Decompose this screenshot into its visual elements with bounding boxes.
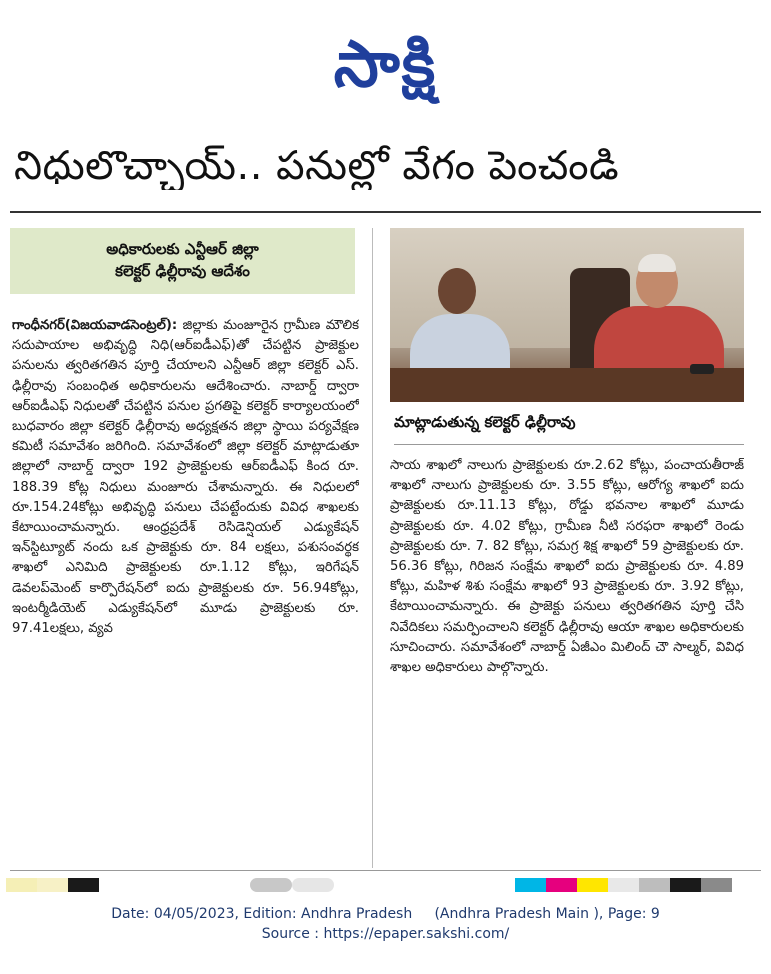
body-left-text: జిల్లాకు మంజూరైన గ్రామీణ మౌలిక సదుపాయాల అభివృద్ధి నిధి(ఆర్‌ఐడీఎఫ్‌)తో చేపట్టిన ప్రాజెక్టుల పనులను త్వరితగతిన పూర్తి చేయాలని ఎన్టీఆర్‌ జిల్లా కలెక్టర్‌ ఎస్‌. ఢిల్లీరావు సంబంధిత అధికారులను ఆదేశించారు. నాబార్డ్‌ ద్వారా ఆర్‌ఐడీఎఫ్‌ నిధులతో చేపట్టిన పనుల ప్రగతిపై కలెక్టర్‌ కార్యాలయంలో బుధవారం జిల్లా కలెక్టర్‌ ఢిల్లీరావు అధ్యక్షతన జిల్లా స్థాయి పర్యవేక్షణ కమిటీ సమావేశం జరిగింది. సమావేశంలో జిల్లా కలెక్టర్‌ మాట్లాడుతూ జిల్లాలో నాబార్డ్‌ ద్వారా 192 ప్రాజెక్టులకు ఆర్‌ఐడీఎఫ్‌ కింద రూ. 188.39 కోట్ల నిధులు మంజూరు చేశామన్నారు. ఈ నిధులలో రూ.154.24కోట్లు అభివృద్ధి పనులు చేపట్టేందుకు వివిధ శాఖలకు కేటాయించామన్నారు. ఆంధ్రప్రదేశ్‌ రెసిడెన్షియల్‌ ఎడ్యుకేషన్‌ ఇన్‌స్టిట్యూట్‌ నందు ఒక ప్రాజెక్టుకు రూ. 84 లక్షలు, పశుసంవర్థక శాఖలో ఎనిమిది ప్రాజెక్టులకు రూ.1.12 కోట్లు, ఇరిగేషన్‌ డెవలప్‌మెంట్‌ కార్పొరేషన్‌లో ఐదు ప్రాజెక్టులకు రూ. 56.94కోట్లు, ఇంటర్మీడియెట్‌ ఎడ్యుకేషన్‌లో మూడు ప్రాజెక్టులకు రూ. 97.41లక్షలు, వ్యవ	[12, 318, 359, 637]
masthead	[0, 0, 771, 130]
headline-divider	[10, 211, 761, 213]
article-headline: నిధులొచ్చాయ్‌.. పనుల్లో వేగం పెంచండి	[14, 143, 620, 189]
subhead-line-2: కలెక్టర్‌ ఢిల్లీరావు ఆదేశం	[115, 262, 250, 280]
subhead-line-1: అధికారులకు ఎన్టీఆర్‌ జిల్లా	[106, 240, 259, 259]
color-registration-bar-left	[6, 878, 99, 892]
footer-source: Source : https://epaper.sakshi.com/	[261, 926, 510, 942]
article-body-right: సాయ శాఖలో నాలుగు ప్రాజెక్టులకు రూ.2.62 కోట్లు, పంచాయతీరాజ్‌ శాఖలో నాలుగు ప్రాజెక్టులకు రూ. 3.55 కోట్లు, ఆరోగ్య శాఖలో ఐదు ప్రాజెక్టులకు రూ.11.13 కోట్లు, రోడ్డు భవనాల శాఖలో మూడు ప్రాజెక్టులకు రూ. 4.02 కోట్లు, గ్రామీణ నీటి సరఫరా శాఖలో రెండు ప్రాజెక్టులకు రూ. 7. 82 కోట్లు, సమగ్ర శిక్ష శాఖలో 59 ప్రాజెక్టులకు రూ. 56.36 కోట్లు, గిరిజన సంక్షేమ శాఖలో ఐదు ప్రాజెక్టులకు రూ. 4.89 కోట్లు, మహిళ శిశు సంక్షేమ శాఖలో 93 ప్రాజెక్టులకు రూ. 3.92 కోట్లు, కేటాయించామన్నారు. ఈ ప్రాజెక్టు పనులు త్వరితగతిన పూర్తి చేసి నివేదికలు సమర్పించాలని కలెక్టర్‌ ఢిల్లీరావు ఆయా శాఖల అధికారులకు సూచించారు. సమావేశంలో నాబార్డ్‌ ఏజీఎం మిలింద్‌ చౌ సాల్మర్‌, వివిధ శాఖల అధికారులు పాల్గొన్నారు.	[390, 458, 744, 676]
dateline: గాంధీనగర్‌(విజయవాడసెంట్రల్‌):	[12, 318, 178, 333]
bottom-divider	[10, 870, 761, 871]
article-subhead	[10, 228, 355, 294]
article-body-left	[12, 316, 359, 868]
column-divider	[372, 228, 373, 868]
footer-date-edition: Date: 04/05/2023, Edition: Andhra Pradesh (Andhra Pradesh Main ), Page: 9	[111, 906, 660, 922]
color-registration-bar-mid	[250, 878, 334, 892]
sakshi-logo: సాక్షి	[333, 28, 438, 102]
photo-caption: మాట్లాడుతున్న కలెక్టర్‌ ఢిల్లీరావు	[394, 404, 744, 445]
color-registration-bar-right	[515, 878, 732, 892]
epaper-footer	[0, 904, 771, 944]
article-photo	[390, 228, 744, 402]
